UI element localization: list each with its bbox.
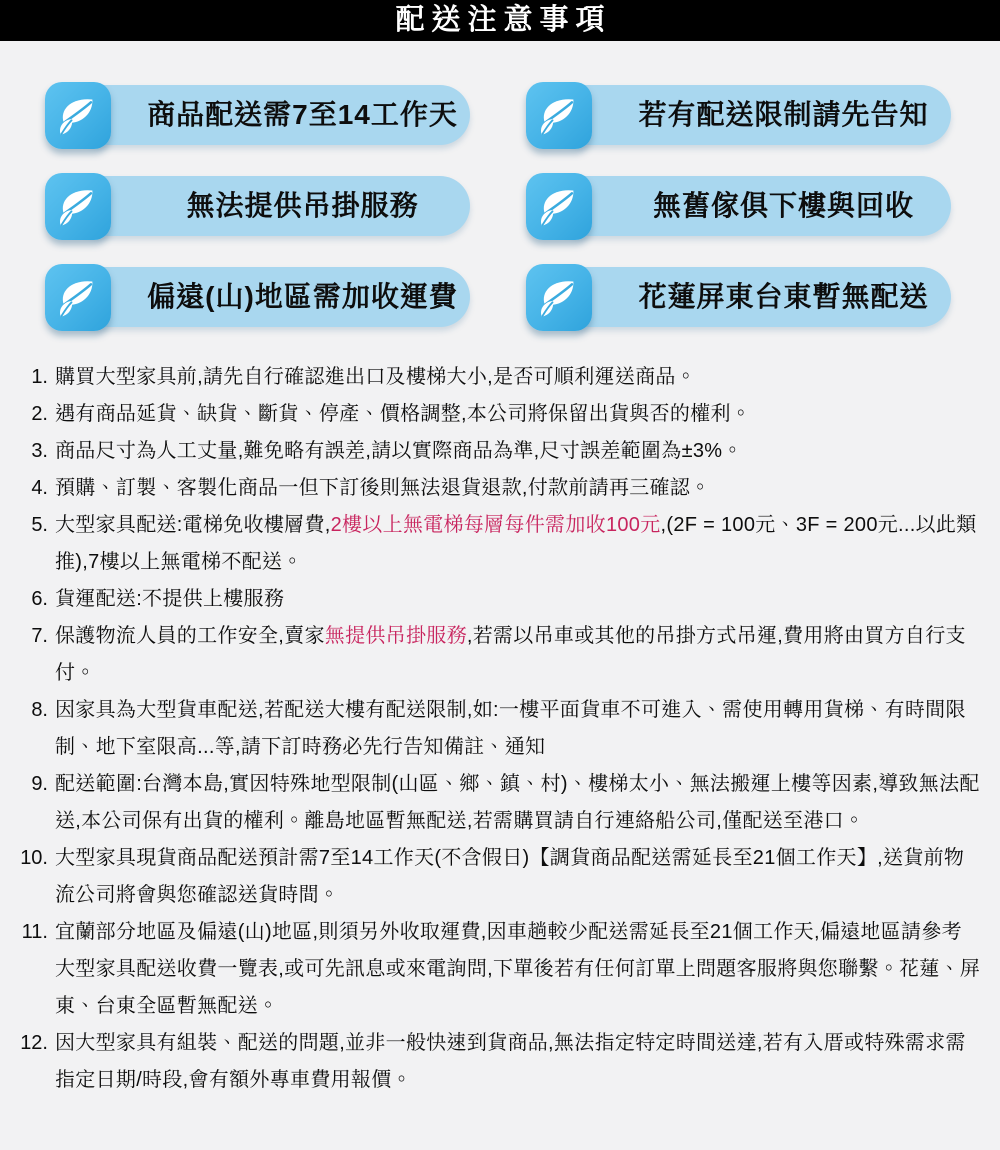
plain-text: 宜蘭部分地區及偏遠(山)地區,則須另外收取運費,因車趟較少配送需延長至21個工作天,偏遠地區請參考大型家具配送收費一覽表,或可先訊息或來電詢問,下單後若有任何訂單上問題客服將與您聯繫。花蓮、屏東、台東全區暫無配送。 — [55, 921, 981, 1017]
plain-text: ,(2F = 100元、3F = 200元...以此類推),7樓以上無電梯不配送。 — [55, 514, 977, 573]
highlighted-text: 無提供吊掛服務 — [324, 625, 467, 647]
leaf-icon — [45, 173, 111, 240]
notice-text — [55, 840, 982, 914]
notice-number: 10. — [20, 847, 48, 869]
notice-text — [55, 766, 982, 840]
notice-number: 11. — [21, 921, 48, 943]
badge-label: 無舊傢俱下樓與回收 — [652, 190, 914, 221]
delivery-badge — [526, 82, 951, 148]
badge-grid — [0, 41, 1000, 330]
notice-text — [55, 581, 982, 618]
notice-number: 9. — [31, 773, 48, 795]
delivery-badge — [45, 82, 470, 148]
plain-text: 因大型家具有組裝、配送的問題,並非一般快速到貨商品,無法指定特定時間送達,若有入厝或特殊需求需指定日期/時段,會有額外專車費用報價。 — [55, 1032, 966, 1091]
notice-text — [55, 618, 982, 692]
delivery-badge — [45, 173, 470, 239]
badge-pill — [554, 267, 951, 327]
notice-item — [12, 507, 982, 581]
highlighted-text: 2樓以上無電梯每層每件需加收100元 — [330, 514, 661, 536]
plain-text: 購買大型家具前,請先自行確認進出口及樓梯大小,是否可順利運送商品。 — [55, 366, 697, 388]
notice-number: 4. — [31, 477, 48, 499]
badge-pill — [73, 85, 470, 145]
notice-text — [55, 692, 982, 766]
notice-text — [55, 914, 982, 1025]
notice-text — [55, 507, 982, 581]
plain-text: 預購、訂製、客製化商品一但下訂後則無法退貨退款,付款前請再三確認。 — [55, 477, 711, 499]
badge-pill — [554, 176, 951, 236]
notice-item — [12, 359, 982, 396]
notice-item — [12, 766, 982, 840]
page-title: 配送注意事項 — [395, 4, 612, 36]
leaf-icon — [526, 82, 592, 149]
leaf-icon — [45, 82, 111, 149]
plain-text: 配送範圍:台灣本島,實因特殊地型限制(山區、鄉、鎮、村)、樓梯太小、無法搬運上樓等因素,導致無法配送,本公司保有出貨的權利。離島地區暫無配送,若需購買請自行連絡船公司,僅配送至港口。 — [55, 773, 980, 832]
notice-item — [12, 840, 982, 914]
notice-item — [12, 396, 982, 433]
notice-text — [55, 470, 982, 507]
plain-text: 遇有商品延貨、缺貨、斷貨、停產、價格調整,本公司將保留出貨與否的權利。 — [55, 403, 752, 425]
badge-pill — [73, 267, 470, 327]
notice-item — [12, 470, 982, 507]
notice-text — [55, 359, 982, 396]
delivery-badge — [526, 173, 951, 239]
badge-label: 商品配送需7至14工作天 — [147, 99, 458, 130]
badge-label: 若有配送限制請先告知 — [638, 99, 929, 130]
notice-number: 5. — [31, 514, 48, 536]
notice-number: 7. — [31, 625, 48, 647]
notice-item — [12, 914, 982, 1025]
notice-number: 8. — [31, 699, 48, 721]
plain-text: ,若需以吊車或其他的吊掛方式吊運,費用將由買方自行支付。 — [55, 625, 966, 684]
plain-text: 貨運配送:不提供上樓服務 — [55, 588, 285, 610]
notice-number: 6. — [31, 588, 48, 610]
notice-text — [55, 396, 982, 433]
plain-text: 商品尺寸為人工丈量,難免略有誤差,請以實際商品為準,尺寸誤差範圍為±3%。 — [55, 440, 743, 462]
delivery-badge — [45, 264, 470, 330]
badge-pill — [73, 176, 470, 236]
plain-text: 大型家具現貨商品配送預計需7至14工作天(不含假日)【調貨商品配送需延長至21個工作天】,送貨前物流公司將會與您確認送貨時間。 — [55, 847, 965, 906]
notice-item — [12, 1025, 982, 1099]
plain-text: 因家具為大型貨車配送,若配送大樓有配送限制,如:一樓平面貨車不可進入、需使用轉用貨梯、有時間限制、地下室限高...等,請下訂時務必先行告知備註、通知 — [55, 699, 966, 758]
badge-label: 花蓮屏東台東暫無配送 — [638, 281, 929, 312]
notice-number: 2. — [31, 403, 48, 425]
badge-label: 偏遠(山)地區需加收運費 — [147, 281, 458, 312]
notice-number: 3. — [31, 440, 48, 462]
badge-pill — [554, 85, 951, 145]
leaf-icon — [45, 264, 111, 331]
notice-item — [12, 433, 982, 470]
leaf-icon — [526, 264, 592, 331]
page-header — [0, 0, 1000, 41]
notice-list — [0, 359, 1000, 1099]
notice-number: 12. — [20, 1032, 48, 1054]
notice-item — [12, 692, 982, 766]
delivery-badge — [526, 264, 951, 330]
plain-text: 保護物流人員的工作安全,賣家 — [55, 625, 325, 647]
notice-number: 1. — [31, 366, 48, 388]
plain-text: 大型家具配送:電梯免收樓層費, — [55, 514, 331, 536]
badge-label: 無法提供吊掛服務 — [186, 190, 419, 221]
notice-item — [12, 581, 982, 618]
leaf-icon — [526, 173, 592, 240]
notice-item — [12, 618, 982, 692]
notice-text — [55, 433, 982, 470]
notice-text — [55, 1025, 982, 1099]
